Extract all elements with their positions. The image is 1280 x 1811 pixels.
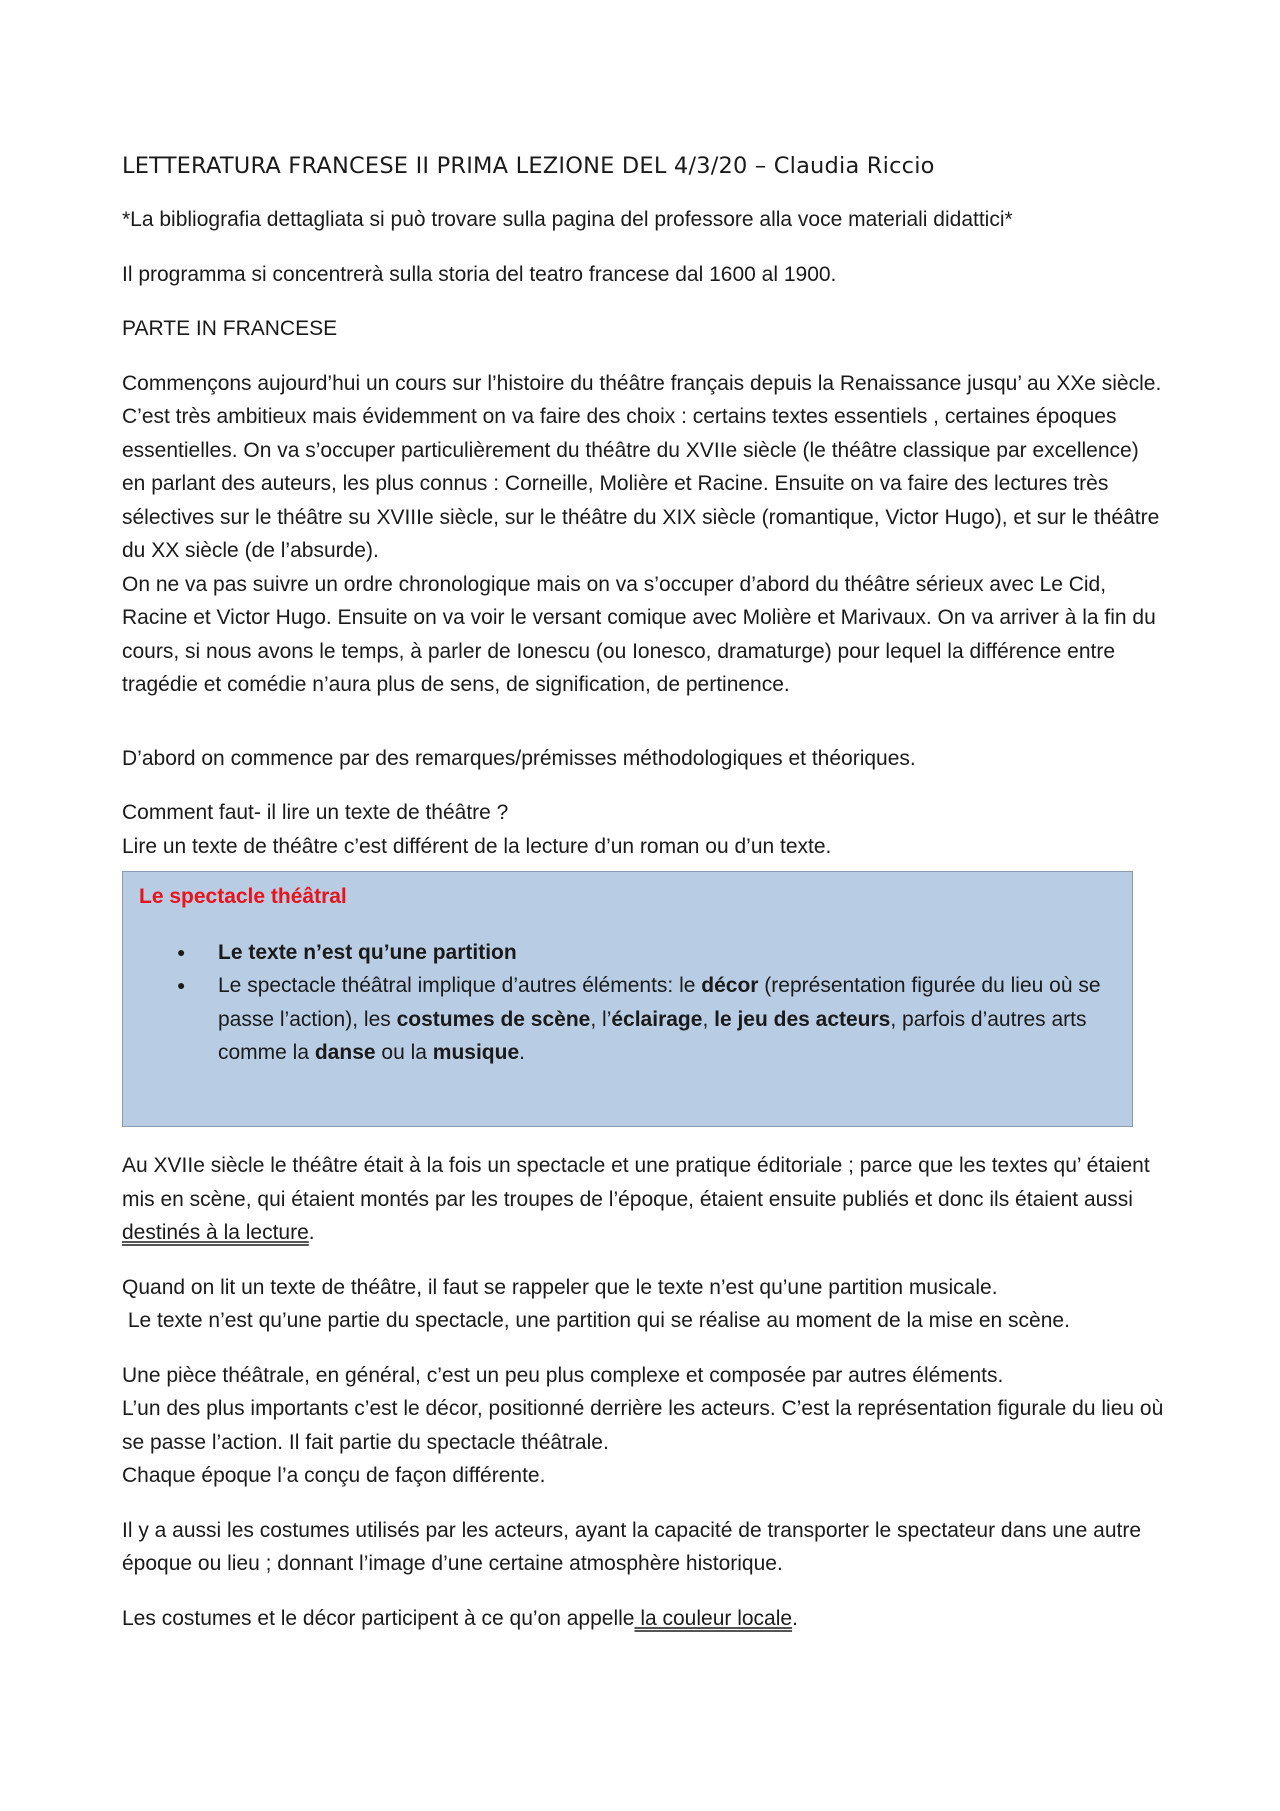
bullet-2-text: . <box>519 1041 525 1064</box>
partition-paragraph <box>122 1271 1167 1338</box>
bold-term: danse <box>314 1041 376 1064</box>
bullet-2-text: , parfois d’autres arts comme la <box>218 1007 1087 1064</box>
question-line-2: Lire un texte de théâtre c’est différent de la lecture d’un roman ou d’un texte. <box>122 834 832 858</box>
question-line-1: Comment faut- il lire un texte de théâtre ? <box>122 801 509 824</box>
bold-term: décor <box>701 974 759 997</box>
underlined-phrase: la couleur locale <box>634 1606 793 1630</box>
bold-term: éclairage <box>611 1007 703 1031</box>
question-paragraph <box>122 796 1167 863</box>
partition-line-2: Le texte n’est qu’une partie du spectacle, une partition qui se réalise au moment de la mise en scène. <box>122 1309 1070 1332</box>
spectacle-box <box>122 871 1133 1127</box>
bullet-2-text: ou la <box>375 1041 433 1064</box>
bullet-2-text: Le spectacle théâtral implique d’autres éléments: le <box>218 974 702 997</box>
bullet-2-text: , <box>702 1007 715 1031</box>
bullet-item <box>218 936 1116 970</box>
order-text: On ne va pas suivre un ordre chronologique mais on va s’occuper d’abord du théâtre sérieux avec Le Cid, Racine et Victor Hugo. Ensuite on va voir le versant comique avec Molière et Marivaux. On va arriver à la fin du cours, si nous avons le temps, à parler de Ionescu (ou Ionesco, dramaturge) pour lequel la différence entre tragédie et comédie n’aura plus de sens, de signification, de pertinence. <box>122 572 1156 696</box>
box-title: Le spectacle théâtral <box>139 885 347 908</box>
decor-line-2: L’un des plus importants c’est le décor, positionné derrière les acteurs. C’est la représentation figurale du lieu où se passe l’action. Il fait partie du spectacle théâtrale. <box>122 1397 1164 1454</box>
couleur-locale-paragraph <box>122 1602 1167 1636</box>
document-page <box>122 150 1167 1656</box>
bold-term: le jeu des acteurs <box>714 1007 891 1031</box>
intro-text: Commençons aujourd’hui un cours sur l’histoire du théâtre français depuis la Renaissance jusqu’ au XXe siècle. C’est très ambitieux mais évidemment on va faire des choix : certains textes essentiels , certaines époques essentielles. On va s’occuper particulièrement du théâtre du XVIIe siècle (le théâtre classique par excellence) en parlant des auteurs, les plus connus : Corneille, Molière et Racine. Ensuite on va faire des lectures très sélectives sur le théâtre su XVIIIe siècle, sur le théâtre du XIX siècle (romantique, Victor Hugo), et sur le théâtre du XX siècle (de l’absurde). <box>122 371 1162 562</box>
decor-paragraph <box>122 1359 1167 1493</box>
method-paragraph: D’abord on commence par des remarques/prémisses méthodologiques et théoriques. <box>122 746 916 770</box>
costumes-paragraph: Il y a aussi les costumes utilisés par les acteurs, ayant la capacité de transporter le spectateur dans une autre époque ou lieu ; donnant l’image d’une certaine atmosphère historique. <box>122 1518 1142 1575</box>
bullet-item <box>218 969 1116 1070</box>
bibliography-note: *La bibliografia dettagliata si può trovare sulla pagina del professore alla voce materiali didattici* <box>122 208 1013 231</box>
partition-line-1: Quand on lit un texte de théâtre, il faut se rappeler que le texte n’est qu’une partition musicale. <box>122 1275 998 1299</box>
program-note: Il programma si concentrerà sulla storia del teatro francese dal 1600 al 1900. <box>122 262 837 286</box>
bold-term: musique <box>432 1041 520 1064</box>
seventeenth-century-paragraph <box>122 1149 1167 1250</box>
paragraph-text: Les costumes et le décor participent à ce qu’on appelle <box>122 1606 635 1630</box>
box-bullet-list <box>139 936 1116 1070</box>
document-title: LETTERATURA FRANCESE II PRIMA LEZIONE DEL 4/3/20 – Claudia Riccio <box>122 153 935 179</box>
decor-line-3: Chaque époque l’a conçu de façon différente. <box>122 1464 546 1487</box>
bullet-2-text: , l’ <box>590 1007 612 1031</box>
decor-line-1: Une pièce théâtrale, en général, c’est un peu plus complexe et composée par autres éléments. <box>122 1363 1004 1387</box>
bullet-2-text: (représentation figurée du lieu où se passe l’action), les <box>218 974 1101 1031</box>
bullet-1-text: Le texte n’est qu’une partition <box>218 940 517 964</box>
spacer <box>122 702 1167 742</box>
part-heading: PARTE IN FRANCESE <box>122 317 338 340</box>
underlined-phrase: destinés à la lecture <box>122 1221 309 1244</box>
bold-term: costumes de scène <box>396 1007 591 1031</box>
intro-paragraph <box>122 367 1167 702</box>
paragraph-text: . <box>792 1606 798 1630</box>
paragraph-text: Au XVIIe siècle le théâtre était à la fois un spectacle et une pratique éditoriale ; parce que les textes qu’ étaient mis en scène, qui étaient montés par les troupes de l’époque, étaient ensuite publiés et donc ils étaient aussi <box>122 1154 1150 1211</box>
paragraph-text: . <box>308 1221 315 1244</box>
